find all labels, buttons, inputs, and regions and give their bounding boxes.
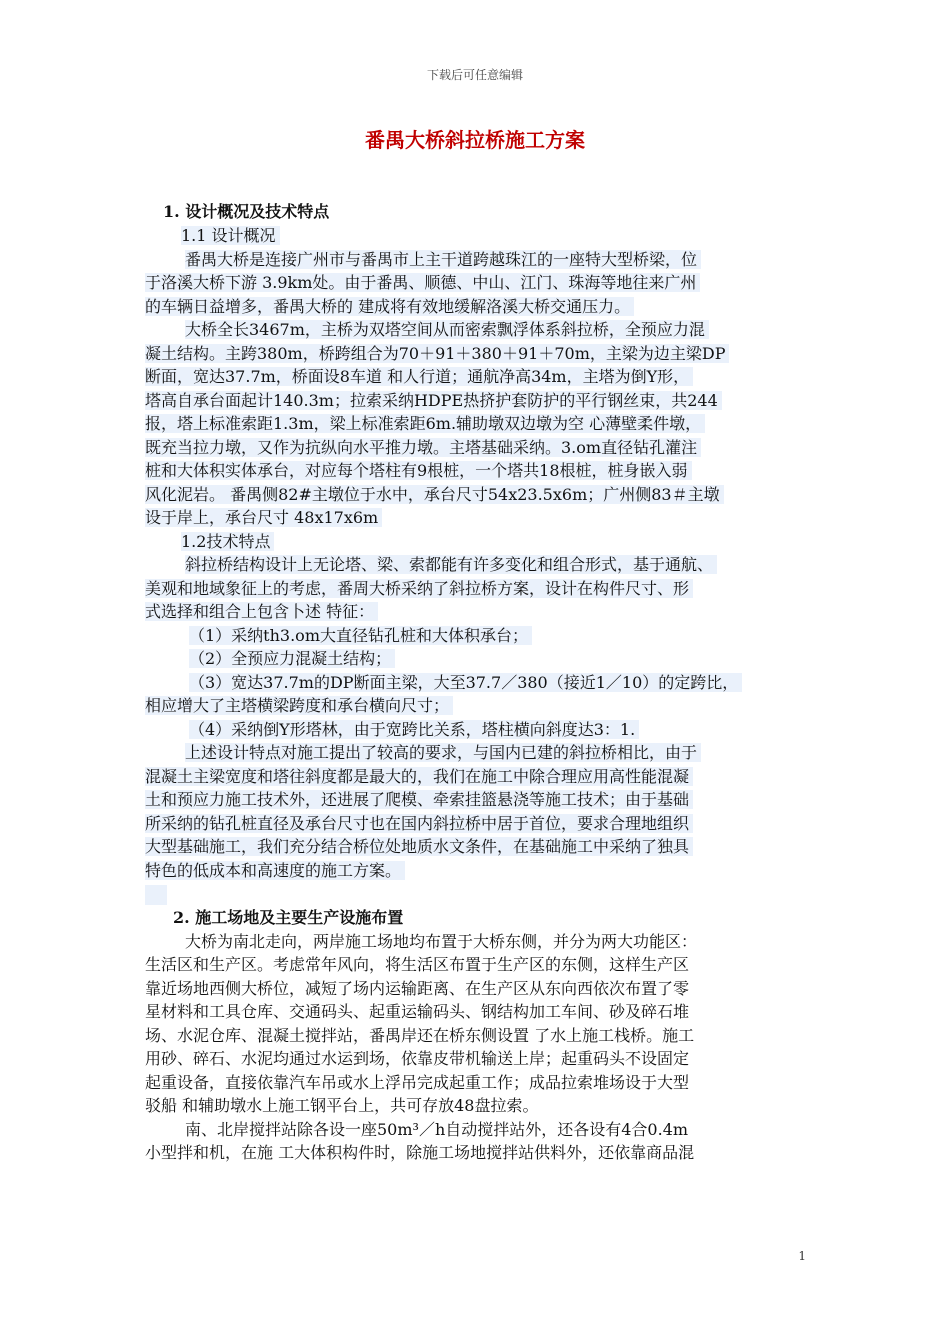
- list-item-continuation: 相应增大了主塔横梁跨度和承台横向尺寸；: [145, 694, 815, 718]
- paragraph-mixing-stations: [145, 1118, 815, 1165]
- text-line: 斜拉桥结构设计上无论塔、梁、索都能有许多变化和组合形式，基于通航、: [145, 553, 815, 577]
- text-line: 驳船 和辅助墩水上施工钢平台上，共可存放48盘拉索。: [145, 1096, 539, 1115]
- text-line: 凝土结构。主跨380m，桥跨组合为70＋91＋380＋91＋70m，主梁为边主梁DP: [145, 342, 815, 366]
- paragraph-design-overview: [145, 248, 815, 319]
- paragraph-technical-features: [145, 553, 815, 624]
- text-line: 场、水泥仓库、混凝土搅拌站，番禺岸还在桥东侧设置 了水上施工栈桥。施工: [145, 1025, 695, 1045]
- text-line: 式选择和组合上包含卜述 特征：: [145, 600, 815, 624]
- text-line: 报，塔上标准索距1.3m，梁上标准索距6m.辅助墩双边墩为空 心薄壁柔件墩，: [145, 412, 815, 436]
- text-line: 大桥为南北走向，两岸施工场地均布置于大桥东侧，并分为两大功能区：: [185, 931, 698, 951]
- text-line: 番禺大桥是连接广州市与番禺市上主干道跨越珠江的一座特大型桥梁，位: [145, 248, 815, 272]
- text-line: 所采纳的钻孔桩直径及承台尺寸也在国内斜拉桥中居于首位，要求合理地组织: [145, 812, 815, 836]
- text-line: 既充当拉力墩，又作为抗纵向水平推力墩。主塔基础采纳。3.om直径钻孔灌注: [145, 436, 815, 460]
- text-line: 混凝土主梁宽度和塔往斜度都是最大的，我们在施工中除合理应用高性能混凝: [145, 765, 815, 789]
- text-line: 星材料和工具仓库、交通码头、起重运输码头、钢结构加工车间、砂及碎石堆: [145, 1002, 690, 1021]
- text-line: 设于岸上，承台尺寸 48x17x6m: [145, 506, 815, 530]
- text-line: 于洛溪大桥下游 3.9km处。由于番禺、顺德、中山、江门、珠海等地往来广州: [145, 271, 815, 295]
- text-line: 特色的低成本和高速度的施工方案。: [145, 859, 815, 883]
- list-item: （4）采纳倒Y形塔林，由于宽跨比关系，塔柱横向斜度达3：1.: [145, 718, 815, 742]
- page-number: 1: [798, 1249, 806, 1263]
- text-line: 断面，宽达37.7m，桥面设8车道 和人行道；通航净高34m，主塔为倒Y形，: [145, 365, 815, 389]
- page-header: 下载后可任意编辑: [426, 68, 523, 82]
- text-line: 美观和地域象征上的考虑，番周大桥采纳了斜拉桥方案，设计在构件尺寸、形: [145, 577, 815, 601]
- text-line: 小型拌和机，在施 工大体积构件时，除施工场地搅拌站供料外，还依靠商品混: [145, 1143, 695, 1162]
- text-line: 南、北岸搅拌站除各设一座50m³／h自动搅拌站外，还各设有4合0.4m: [185, 1119, 689, 1139]
- section-2-heading: 2. 施工场地及主要生产设施布置: [173, 907, 404, 927]
- document-title: 番禺大桥斜拉桥施工方案: [365, 128, 585, 152]
- paragraph-site-layout: [145, 930, 815, 1118]
- list-item: （3）宽达37.7m的DP断面主梁，大至37.7／380（接近1／10）的定跨比，: [145, 671, 815, 695]
- text-line: 土和预应力施工技术外，还进展了爬模、牵索挂篮悬浇等施工技术；由于基础: [145, 788, 815, 812]
- document-body: [145, 200, 815, 1165]
- text-line: 起重设备，直接依靠汽车吊或水上浮吊完成起重工作；成品拉索堆场设于大型: [145, 1072, 690, 1092]
- feature-list: [145, 624, 815, 742]
- text-line: 塔高自承台面起计140.3m；拉索采纳HDPE热挤护套防护的平行钢丝束，共244: [145, 389, 815, 413]
- paragraph-construction-challenges: [145, 741, 815, 882]
- text-line: 风化泥岩。 番禺侧82#主墩位于水中，承台尺寸54x23.5x6m；广州侧83＃主墩: [145, 483, 815, 507]
- text-line: 桩和大体积实体承台，对应每个塔柱有9根桩，一个塔共18根桩，桩身嵌入弱: [145, 459, 815, 483]
- list-item: （2）全预应力混凝土结构；: [145, 647, 815, 671]
- subsection-1-1-heading: 1.1 设计概况: [145, 224, 815, 248]
- section-1-heading: 1. 设计概况及技术特点: [163, 202, 330, 221]
- text-line: 上述设计特点对施工提出了较高的要求，与国内已建的斜拉桥相比，由于: [145, 741, 815, 765]
- text-line: 生活区和生产区。考虑常年风向，将生活区布置于生产区的东侧，这样生产区: [145, 955, 690, 974]
- blank-line: [145, 882, 815, 906]
- paragraph-bridge-structure: [145, 318, 815, 530]
- text-line: 用砂、碎石、水泥均通过水运到场，依靠皮带机输送上岸；起重码头不设固定: [145, 1049, 690, 1068]
- text-line: 靠近场地西侧大桥位，减短了场内运输距离、在生产区从东向西依次布置了零: [145, 978, 690, 998]
- text-line: 大桥全长3467m，主桥为双塔空间从而密索飘浮体系斜拉桥，全预应力混: [145, 318, 815, 342]
- list-item: （1）采纳th3.om大直径钻孔桩和大体积承台；: [145, 624, 815, 648]
- text-line: 大型基础施工，我们充分结合桥位处地质水文条件，在基础施工中采纳了独具: [145, 835, 815, 859]
- text-line: 的车辆日益增多，番禺大桥的 建成将有效地缓解洛溪大桥交通压力。: [145, 295, 815, 319]
- subsection-1-2-heading: 1.2技术特点: [145, 530, 815, 554]
